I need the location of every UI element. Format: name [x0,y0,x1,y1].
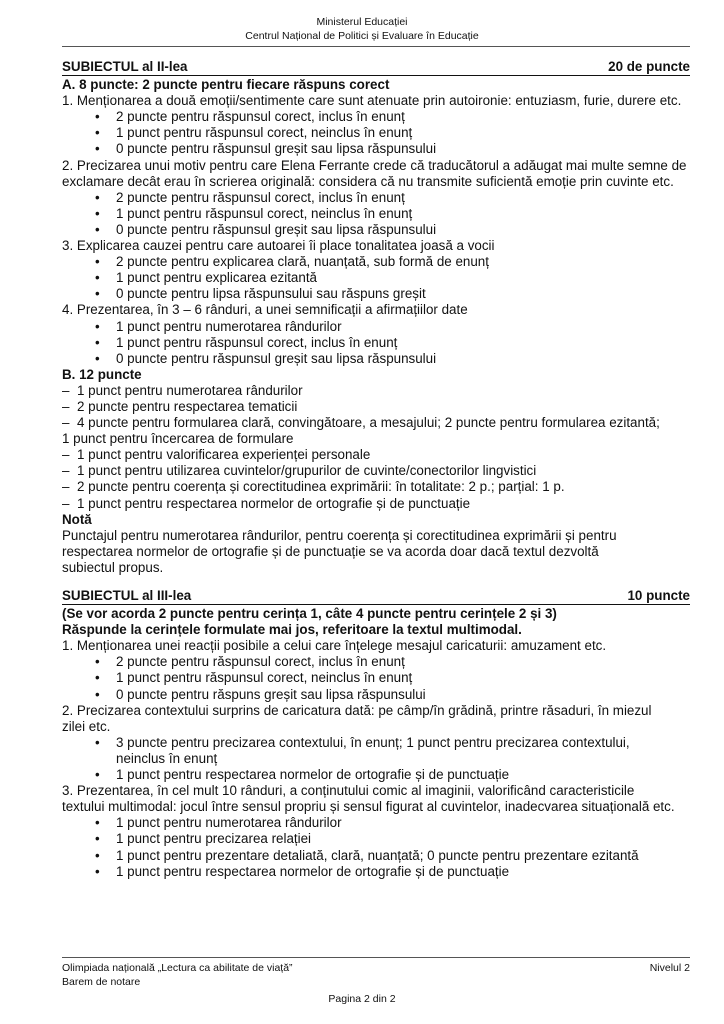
bullet-item [62,687,690,703]
subheading [62,77,690,93]
bullet-item [62,767,690,783]
bullet-item [62,109,690,125]
dash-item [62,463,690,479]
bullet-icon: • [95,654,100,670]
paragraph-line [62,302,690,318]
bullet-icon: • [95,221,100,237]
line-text: zilei etc. [62,718,111,734]
page-number: Pagina 2 din 2 [328,993,396,1005]
section-content [62,77,690,576]
line-text: 1 punct pentru valorificarea experienței personale [77,447,371,463]
section-subiectul-3 [62,589,690,880]
section-title-row [62,60,690,76]
dash-item [62,479,690,495]
bullet-icon: • [95,831,100,847]
subheading [62,367,690,383]
bullet-item [62,141,690,157]
line-text: 0 puncte pentru răspuns greșit sau lipsa răspunsului [116,686,426,702]
header-ministry: Ministerul Educației [316,16,408,28]
bullet-item [62,125,690,141]
line-text: respectarea normelor de ortografie și de punctuație se va acorda doar dacă textul dezvoltă [62,543,599,559]
bullet-icon: • [95,254,100,270]
bullet-item [62,670,690,686]
paragraph-line [62,703,690,719]
bullet-item [62,335,690,351]
bullet-item [62,286,690,302]
dash-item [62,496,690,512]
bullet-icon: • [95,141,100,157]
line-text: 2 puncte pentru coerența și corectitudinea exprimării: în totalitate: 2 p.; parțial: 1 p. [77,479,565,495]
line-text: 2. Precizarea contextului surprins de caricatura dată: pe câmp/în grădină, printre răsaduri, în miezul [62,702,652,718]
bullet-icon: • [95,286,100,302]
subheading [62,606,690,622]
line-text: 1 punct pentru numerotarea rândurilor [77,382,303,398]
bullet-item [62,190,690,206]
document-header [0,15,724,43]
line-text: 2 puncte pentru răspunsul corect, inclus în enunț [116,189,405,205]
bullet-item [62,654,690,670]
bullet-icon: • [95,670,100,686]
dash-item [62,399,690,415]
line-text: 4. Prezentarea, în 3 – 6 rânduri, a unei semnificații a afirmațiilor date [62,302,468,318]
bullet-icon: • [95,205,100,221]
line-text: 3. Explicarea cauzei pentru care autoarei îi place tonalitatea joasă a vocii [62,238,495,254]
section-title-row [62,589,690,605]
dash-icon: – [62,495,70,511]
line-text: 0 puncte pentru răspunsul greșit sau lipsa răspunsului [116,141,437,157]
section-points: 20 de puncte [608,59,690,74]
dash-icon: – [62,398,70,414]
section-content [62,606,690,880]
line-text: 1. Menționarea unei reacții posibile a celui care înțelege mesajul caricaturii: amuzament etc. [62,638,607,654]
bullet-item [62,206,690,222]
line-text: textului multimodal: jocul între sensul propriu și sensul figurat al cuvintelor, inadecvarea situațională etc. [62,799,675,815]
line-text: 1 punct pentru precizarea relației [116,831,312,847]
dash-icon: – [62,382,70,398]
bullet-item [62,735,690,751]
line-text: Răspunde la cerințele formulate mai jos, referitoare la textul multimodal. [62,622,522,638]
paragraph-line [62,544,690,560]
line-text: 0 puncte pentru răspunsul greșit sau lipsa răspunsului [116,350,437,366]
line-text: 1 punct pentru explicarea ezitantă [116,270,317,286]
bullet-icon: • [95,334,100,350]
bullet-icon: • [95,734,100,750]
line-text: 1 punct pentru răspunsul corect, inclus în enunț [116,334,398,350]
dash-icon: – [62,447,70,463]
paragraph-line [62,799,690,815]
line-text: 3. Prezentarea, în cel mult 10 rânduri, a conținutului comic al imaginii, valorificând caracteristicile [62,783,635,799]
line-text: B. 12 puncte [62,366,142,382]
dash-item [62,447,690,463]
line-text: 4 puncte pentru formularea clară, convingătoare, a mesajului; 2 puncte pentru formularea ezitantă; [77,415,660,431]
paragraph-line [62,174,690,190]
line-text: 0 puncte pentru răspunsul greșit sau lipsa răspunsului [116,221,437,237]
bullet-icon: • [95,686,100,702]
section-title: SUBIECTUL al II-lea [62,59,188,74]
bullet-icon: • [95,109,100,125]
paragraph-line [62,528,690,544]
paragraph-line [62,783,690,799]
paragraph-line [62,719,690,735]
section-subiectul-2 [62,60,690,576]
section-title: SUBIECTUL al III-lea [62,588,192,603]
line-text: 2 puncte pentru respectarea tematicii [77,398,298,414]
line-text: subiectul propus. [62,559,164,575]
subheading [62,622,690,638]
footer-level: Nivelul 2 [649,962,690,974]
section-points: 10 puncte [627,588,690,603]
line-text: exclamare decât erau în scrierea originală: considera că nu transmite suficientă emoție prin cuvinte etc. [62,173,674,189]
document-footer [62,961,690,989]
line-text: 1 punct pentru încercarea de formulare [62,431,294,447]
line-text: 1 punct pentru numerotarea rândurilor [116,815,342,831]
line-text: 2 puncte pentru răspunsul corect, inclus în enunț [116,109,405,125]
bullet-item [62,270,690,286]
bullet-item [62,319,690,335]
line-text: 1 punct pentru răspunsul corect, neinclus în enunț [116,125,413,141]
bullet-icon: • [95,863,100,879]
bullet-icon: • [95,815,100,831]
footer-olympiad: Olimpiada națională „Lectura ca abilitate de viață” [62,962,293,974]
paragraph-line [62,560,690,576]
line-text: 0 puncte pentru lipsa răspunsului sau răspuns greșit [116,286,426,302]
dash-item [62,415,690,431]
dash-icon: – [62,479,70,495]
bullet-item [62,351,690,367]
line-text: 1 punct pentru respectarea normelor de ortografie și de punctuație [77,495,471,511]
line-text: 3 puncte pentru precizarea contextului, în enunț; 1 punct pentru precizarea contextului, [116,734,630,750]
dash-item [62,383,690,399]
line-text: 1 punct pentru răspunsul corect, neinclus în enunț [116,670,413,686]
header-divider [62,46,690,47]
line-text: neinclus în enunț [116,750,218,766]
paragraph-line [62,751,690,767]
line-text: 1. Menționarea a două emoții/sentimente care sunt atenuate prin autoironie: entuziasm, furie, durere etc. [62,93,682,109]
line-text: (Se vor acorda 2 puncte pentru cerința 1, câte 4 puncte pentru cerințele 2 și 3) [62,606,557,622]
paragraph-line [62,93,690,109]
line-text: 2 puncte pentru explicarea clară, nuanțată, sub formă de enunț [116,254,489,270]
paragraph-line [62,158,690,174]
line-text: 2. Precizarea unui motiv pentru care Elena Ferrante crede că traducătorul a adăugat mai multe semne de [62,157,687,173]
paragraph-line [62,238,690,254]
bullet-item [62,222,690,238]
bullet-item [62,815,690,831]
line-text: 1 punct pentru răspunsul corect, neinclus în enunț [116,205,413,221]
bullet-item [62,831,690,847]
line-text: 1 punct pentru numerotarea rândurilor [116,318,342,334]
line-text: 2 puncte pentru răspunsul corect, inclus în enunț [116,654,405,670]
bullet-icon: • [95,318,100,334]
subheading [62,512,690,528]
line-text: 1 punct pentru respectarea normelor de ortografie și de punctuație [116,863,510,879]
dash-icon: – [62,463,70,479]
bullet-item [62,848,690,864]
dash-icon: – [62,415,70,431]
line-text: Notă [62,511,92,527]
footer-divider [62,957,690,958]
bullet-item [62,864,690,880]
line-text: 1 punct pentru respectarea normelor de ortografie și de punctuație [116,767,510,783]
line-text: Punctajul pentru numerotarea rândurilor, pentru coerența și corectitudinea exprimării și pentru [62,527,617,543]
bullet-icon: • [95,847,100,863]
bullet-icon: • [95,189,100,205]
bullet-icon: • [95,125,100,141]
line-text: A. 8 puncte: 2 puncte pentru fiecare răspuns corect [62,77,390,93]
bullet-icon: • [95,270,100,286]
footer-doc-type: Barem de notare [62,976,141,988]
header-center: Centrul Național de Politici și Evaluare în Educație [245,30,479,42]
bullet-icon: • [95,767,100,783]
line-text: 1 punct pentru prezentare detaliată, clară, nuanțată; 0 puncte pentru prezentare ezitantă [116,847,639,863]
paragraph-line [62,431,690,447]
line-text: 1 punct pentru utilizarea cuvintelor/grupurilor de cuvinte/conectorilor lingvistici [77,463,537,479]
paragraph-line [62,638,690,654]
bullet-item [62,254,690,270]
bullet-icon: • [95,350,100,366]
